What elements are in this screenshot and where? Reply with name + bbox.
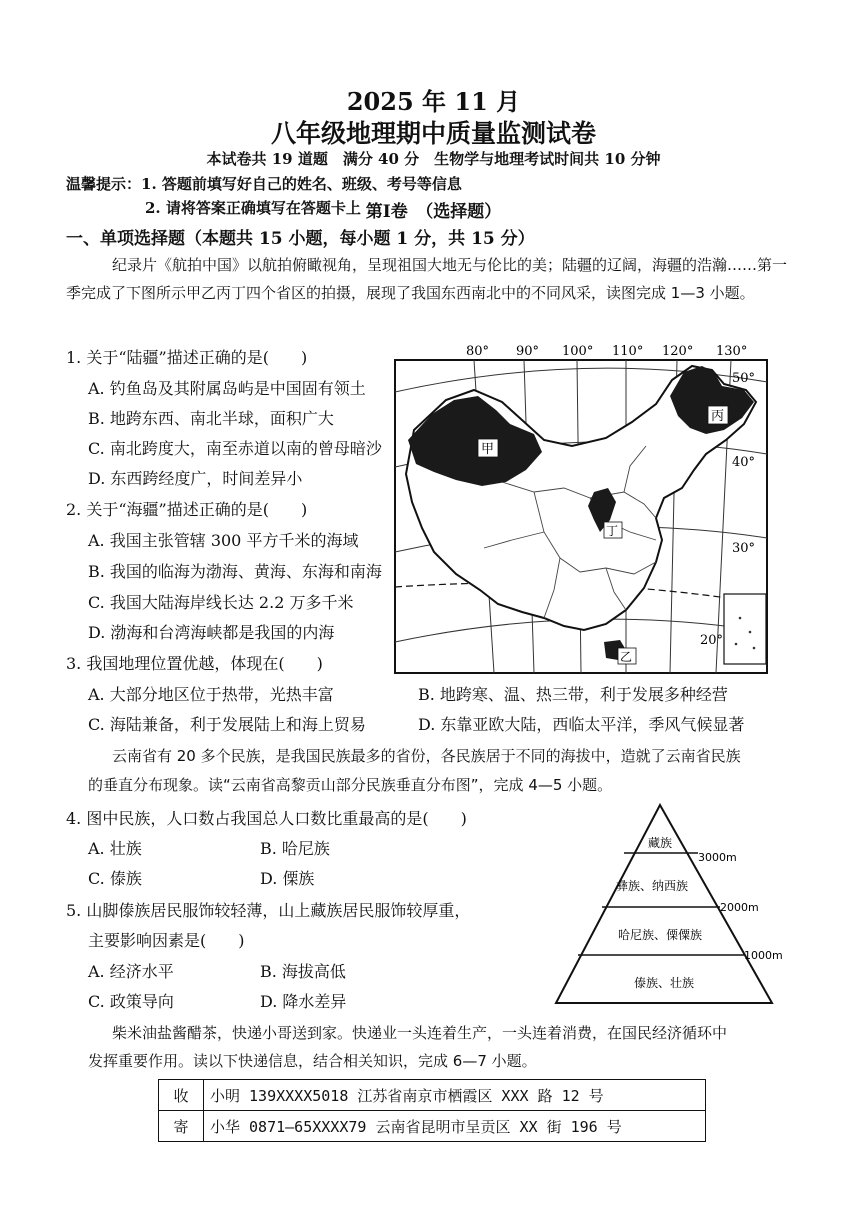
tip-line-1: 温馨提示：1. 答题前填写好自己的姓名、班级、考号等信息 — [66, 175, 462, 193]
lon-label-110: 110° — [612, 344, 644, 359]
volume-heading: 第Ⅰ卷 （选择题） — [365, 202, 502, 222]
intro-1-line-1: 纪录片《航拍中国》以航拍俯瞰视角，呈现祖国大地无与伦比的美；陆疆的辽阔，海疆的浩瀚……第一 — [112, 256, 788, 274]
label-jia: 甲 — [481, 442, 495, 457]
sender-label: 寄 — [159, 1111, 204, 1142]
elevation-3000-label: 3000m — [698, 851, 737, 864]
table-row — [159, 1080, 706, 1111]
q5-option-c: C. 政策导向 — [88, 992, 174, 1011]
q2-stem: 2. 关于“海疆”描述正确的是( ) — [66, 500, 308, 519]
q1-option-a: A. 钓鱼岛及其附属岛屿是中国固有领土 — [88, 379, 366, 398]
q5-option-d: D. 降水差异 — [260, 992, 347, 1011]
q1-stem: 1. 关于“陆疆”描述正确的是( ) — [66, 348, 308, 367]
receiver-label: 收 — [159, 1080, 204, 1111]
tier-3-label: 哈尼族、傈僳族 — [618, 928, 703, 942]
lon-label-90: 90° — [516, 344, 540, 359]
label-yi: 乙 — [620, 650, 633, 664]
lat-label-50: 50° — [732, 371, 756, 386]
q2-option-a: A. 我国主张管辖 300 平方千米的海域 — [88, 531, 359, 550]
exam-title: 八年级地理期中质量监测试卷 — [270, 119, 596, 148]
lat-label-30: 30° — [732, 541, 756, 556]
q4-option-b: B. 哈尼族 — [260, 839, 330, 858]
q5-option-a: A. 经济水平 — [88, 962, 174, 981]
intro-1-line-2: 季完成了下图所示甲乙丙丁四个省区的拍摄，展现了我国东西南北中的不同风采，读图完成 1—3 小题。 — [66, 284, 755, 302]
q4-option-a: A. 壮族 — [88, 839, 142, 858]
tip-line-2: 2. 请将答案正确填写在答题卡上 — [145, 199, 361, 217]
section-heading: 一、单项选择题（本题共 15 小题，每小题 1 分，共 15 分） — [66, 229, 535, 249]
exam-meta: 本试卷共 19 道题 满分 40 分 生物学与地理考试时间共 10 分钟 — [206, 150, 661, 168]
china-map — [394, 342, 768, 674]
lat-label-40: 40° — [732, 455, 756, 470]
intro-3-line-2: 发挥重要作用。读以下快递信息，结合相关知识，完成 6—7 小题。 — [88, 1052, 537, 1070]
tier-1-label: 藏族 — [648, 836, 673, 850]
lon-label-130: 130° — [716, 344, 748, 359]
q3-stem: 3. 我国地理位置优越，体现在( ) — [66, 654, 323, 673]
lon-label-100: 100° — [562, 344, 594, 359]
q4-option-c: C. 傣族 — [88, 869, 142, 888]
elevation-2000-label: 2000m — [720, 901, 759, 914]
q1-option-c: C. 南北跨度大，南至赤道以南的曾母暗沙 — [88, 439, 382, 458]
express-info-table — [158, 1079, 706, 1142]
q5-stem-line-2: 主要影响因素是( ) — [88, 931, 245, 950]
ethnic-vertical-distribution-pyramid — [552, 803, 792, 1008]
tier-4-label: 傣族、壮族 — [634, 976, 695, 990]
q3-option-d: D. 东靠亚欧大陆，西临太平洋，季风气候显著 — [418, 715, 745, 734]
elevation-1000-label: 1000m — [744, 949, 783, 962]
q2-option-b: B. 我国的临海为渤海、黄海、东海和南海 — [88, 562, 382, 581]
intro-2-line-2: 的垂直分布现象。读“云南省高黎贡山部分民族垂直分布图”，完成 4—5 小题。 — [88, 776, 613, 794]
label-ding: 丁 — [606, 524, 619, 538]
lat-label-20: 20° — [700, 633, 724, 648]
q3-option-c: C. 海陆兼备，利于发展陆上和海上贸易 — [88, 715, 366, 734]
q2-option-c: C. 我国大陆海岸线长达 2.2 万多千米 — [88, 593, 354, 612]
exam-date: 2025 年 11 月 — [346, 87, 521, 116]
q1-option-b: B. 地跨东西、南北半球，面积广大 — [88, 409, 334, 428]
label-bing: 丙 — [711, 409, 725, 424]
receiver-info: 小明 139XXXX5018 江苏省南京市栖霞区 XXX 路 12 号 — [204, 1080, 706, 1111]
q2-option-d: D. 渤海和台湾海峡都是我国的内海 — [88, 623, 335, 642]
intro-3-line-1: 柴米油盐酱醋茶，快递小哥送到家。快递业一头连着生产，一头连着消费，在国民经济循环中 — [112, 1024, 728, 1042]
tier-2-label: 彝族、纳西族 — [616, 879, 689, 893]
lon-label-80: 80° — [466, 344, 490, 359]
lon-label-120: 120° — [662, 344, 694, 359]
q5-option-b: B. 海拔高低 — [260, 962, 346, 981]
q4-stem: 4. 图中民族，人口数占我国总人口数比重最高的是( ) — [66, 809, 467, 828]
q4-option-d: D. 傈族 — [260, 869, 315, 888]
intro-2-line-1: 云南省有 20 多个民族，是我国民族最多的省份，各民族居于不同的海拔中，造就了云南省民族 — [112, 747, 741, 765]
south-china-sea-inset — [724, 594, 766, 664]
sender-info: 小华 0871—65XXXX79 云南省昆明市呈贡区 XX 街 196 号 — [204, 1111, 706, 1142]
table-row — [159, 1111, 706, 1142]
q5-stem: 5. 山脚傣族居民服饰较轻薄，山上藏族居民服饰较厚重， — [66, 901, 471, 920]
q3-option-a: A. 大部分地区位于热带，光热丰富 — [88, 685, 334, 704]
q1-option-d: D. 东西跨经度广，时间差异小 — [88, 469, 303, 488]
q3-option-b: B. 地跨寒、温、热三带，利于发展多种经营 — [418, 685, 728, 704]
